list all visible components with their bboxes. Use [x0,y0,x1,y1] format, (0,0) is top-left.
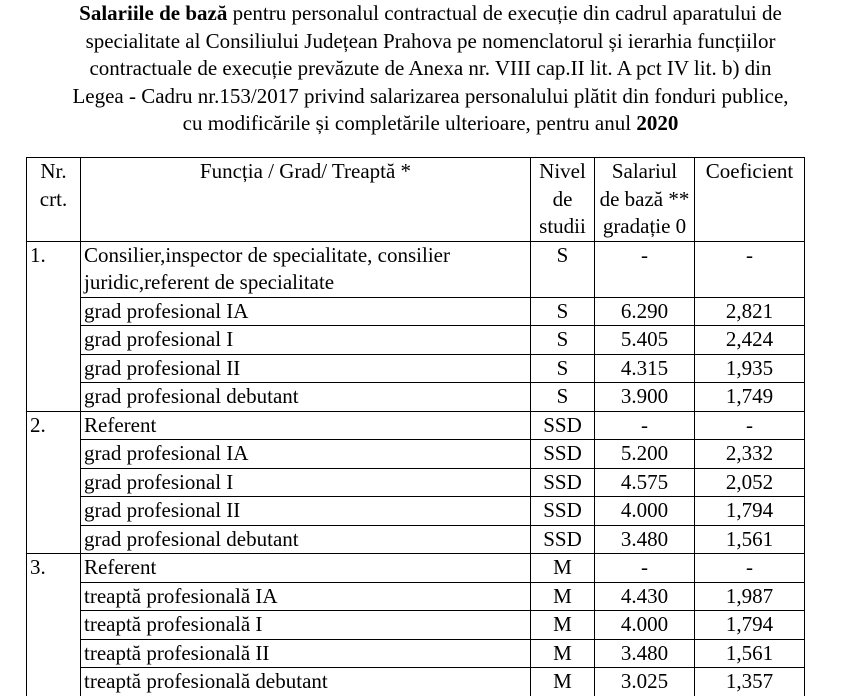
group-nr: 3. [27,554,81,583]
empty-nr-cell [27,297,81,326]
empty-nr-cell [27,326,81,355]
empty-nr-cell [27,582,81,611]
header-nr-line2: crt. [39,186,68,211]
group-salariu: - [595,554,695,583]
table-row [27,326,805,355]
row-functia: grad profesional II [81,354,531,383]
row-salariu: 3.025 [595,668,695,696]
group-title-line2: juridic,referent de specialitate [84,270,335,294]
row-nivel: M [531,611,595,640]
salary-table [26,157,805,696]
row-salariu: 3.480 [595,639,695,668]
empty-nr-cell [27,440,81,469]
group-title: Referent [81,554,531,583]
table-row [27,497,805,526]
table-row [27,525,805,554]
title-line-1 [0,0,861,28]
header-nr-line1: Nr. [40,159,67,183]
row-coeficient: 2,821 [695,297,805,326]
row-salariu: 4.000 [595,611,695,640]
header-functia [81,158,531,242]
group-row [27,411,805,440]
group-title [81,241,531,297]
row-functia: treaptă profesională II [81,639,531,668]
row-functia: grad profesional I [81,468,531,497]
empty-nr-cell [27,639,81,668]
group-coeficient: - [695,554,805,583]
row-salariu: 5.200 [595,440,695,469]
group-nivel: S [531,241,595,297]
title-line-1-rest: pentru personalul contractual de execuție din cadrul aparatului de [227,1,782,25]
row-nivel: SSD [531,468,595,497]
group-nivel: SSD [531,411,595,440]
empty-nr-cell [27,525,81,554]
header-nivel-line1: Nivel [539,159,586,183]
table-row [27,354,805,383]
title-line-3: contractuale de execuție prevăzute de Anexa nr. VIII cap.II lit. A pct IV lit. b) din [89,56,772,80]
table-header-row [27,158,805,242]
header-functia-text: Funcția / Grad/ Treaptă * [199,159,412,183]
empty-nr-cell [27,468,81,497]
header-salariu-line2: de bază ** [599,186,690,211]
header-nr-crt [27,158,81,242]
row-functia: treaptă profesională IA [81,582,531,611]
row-functia: grad profesional II [81,497,531,526]
row-coeficient: 1,561 [695,525,805,554]
header-nivel-line2: de [552,186,573,211]
row-coeficient: 2,332 [695,440,805,469]
row-coeficient: 1,987 [695,582,805,611]
row-coeficient: 1,794 [695,497,805,526]
header-coeficient [695,158,805,242]
row-functia: grad profesional IA [81,440,531,469]
group-salariu: - [595,411,695,440]
row-salariu: 3.900 [595,383,695,412]
row-coeficient: 2,052 [695,468,805,497]
document-title [0,0,861,138]
group-nr: 1. [27,241,81,297]
group-row [27,554,805,583]
row-coeficient: 1,561 [695,639,805,668]
row-functia: grad profesional I [81,326,531,355]
header-nivel-studii [531,158,595,242]
group-salariu: - [595,241,695,297]
title-year: 2020 [636,111,679,135]
title-line-5-rest: cu modificările și completările ulterioare, pentru anul [182,111,637,135]
group-title-line1: Consilier,inspector de specialitate, consilier [84,242,450,267]
empty-nr-cell [27,383,81,412]
row-coeficient: 1,749 [695,383,805,412]
row-salariu: 3.480 [595,525,695,554]
header-salariul [595,158,695,242]
table-row [27,668,805,696]
row-functia: treaptă profesională debutant [81,668,531,696]
group-nivel: M [531,554,595,583]
row-nivel: SSD [531,497,595,526]
row-nivel: S [531,383,595,412]
empty-nr-cell [27,611,81,640]
table-row [27,611,805,640]
table-row [27,297,805,326]
row-functia: grad profesional debutant [81,383,531,412]
row-salariu: 6.290 [595,297,695,326]
row-nivel: S [531,354,595,383]
row-nivel: M [531,639,595,668]
group-coeficient: - [695,411,805,440]
row-coeficient: 1,357 [695,668,805,696]
group-coeficient: - [695,241,805,297]
header-salariu-line3: gradație 0 [602,214,687,238]
row-nivel: S [531,326,595,355]
group-row [27,241,805,297]
row-nivel: S [531,297,595,326]
header-nivel-line3: studii [539,214,586,238]
row-functia: grad profesional IA [81,297,531,326]
row-coeficient: 1,794 [695,611,805,640]
row-nivel: SSD [531,525,595,554]
title-line-5 [0,110,861,138]
empty-nr-cell [27,354,81,383]
row-functia: grad profesional debutant [81,525,531,554]
row-nivel: M [531,668,595,696]
empty-nr-cell [27,497,81,526]
table-row [27,582,805,611]
table-row [27,383,805,412]
row-nivel: M [531,582,595,611]
row-nivel: SSD [531,440,595,469]
empty-nr-cell [27,668,81,696]
row-salariu: 4.575 [595,468,695,497]
header-salariu-line1: Salariul [611,159,678,183]
row-coeficient: 1,935 [695,354,805,383]
group-nr: 2. [27,411,81,440]
table-row [27,440,805,469]
title-bold: Salariile de bază [79,1,228,25]
row-salariu: 4.430 [595,582,695,611]
row-salariu: 4.000 [595,497,695,526]
row-functia: treaptă profesională I [81,611,531,640]
row-coeficient: 2,424 [695,326,805,355]
group-title: Referent [81,411,531,440]
header-coeficient-text: Coeficient [705,159,794,183]
table-row [27,468,805,497]
table-row [27,639,805,668]
title-line-4: Legea - Cadru nr.153/2017 privind salarizarea personalului plătit din fonduri publice, [72,83,789,108]
title-line-2: specialitate al Consiliului Județean Prahova pe nomenclatorul și ierarhia funcțiilor [85,28,776,53]
row-salariu: 5.405 [595,326,695,355]
row-salariu: 4.315 [595,354,695,383]
